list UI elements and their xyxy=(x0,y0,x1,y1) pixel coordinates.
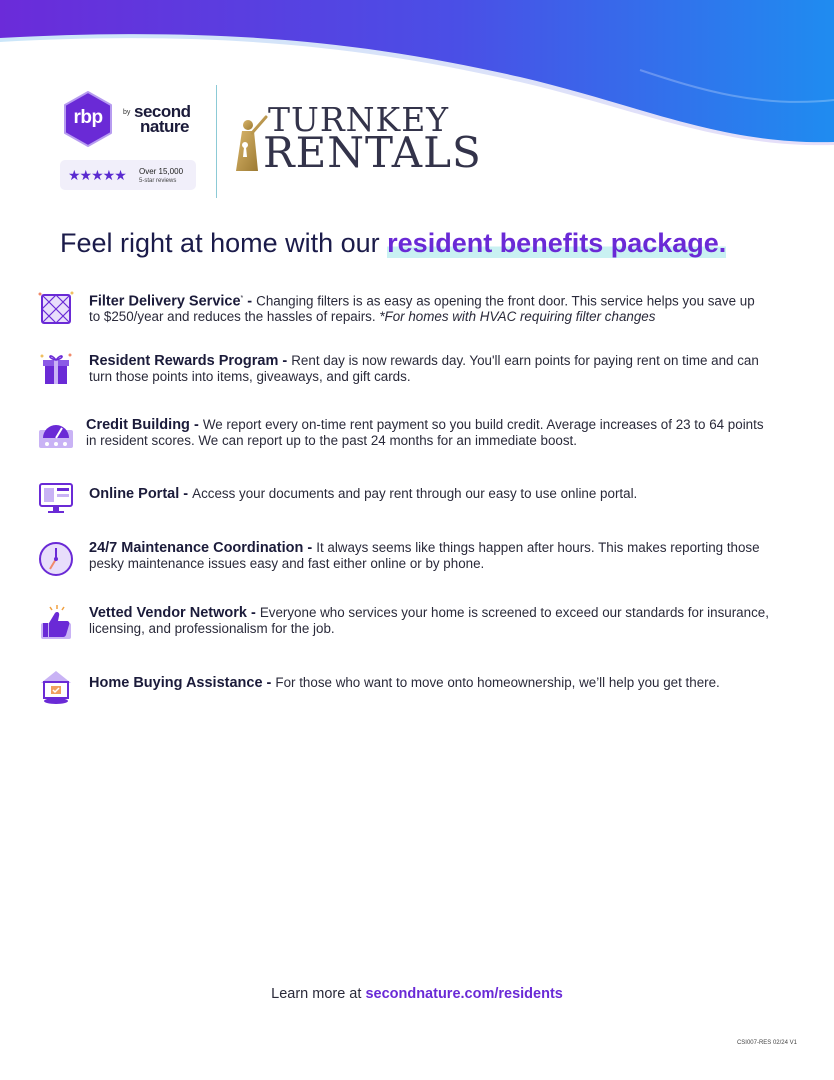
reviews-count: Over 15,000 xyxy=(139,167,184,176)
rentals-wordmark: RENTALS xyxy=(263,128,482,177)
second-nature-line2: nature xyxy=(140,117,189,136)
benefit-text: Credit Building - We report every on-time rent payment so you build credit. Average increases of 23 to 64 points in resident scores. We can report up to the past 24 months for an immediate boost. xyxy=(86,417,764,448)
benefit-note: *For homes with HVAC requiring filter changes xyxy=(379,309,656,325)
thumbs-up-icon xyxy=(37,603,75,641)
learn-more-prefix: Learn more at xyxy=(271,986,366,1002)
benefit-description: For those who want to move onto homeownership, we’ll help you get there. xyxy=(275,675,720,690)
benefit-description: Access your documents and pay rent through our easy to use online portal. xyxy=(192,486,638,501)
by-label: by xyxy=(123,109,131,116)
benefit-text: Home Buying Assistance - For those who want to move onto homeownership, we’ll help you get there. xyxy=(89,675,720,691)
turnkey-wordmark: TURNKEY xyxy=(268,100,450,139)
benefit-description: Rent day is now rewards day. You'll earn points for paying rent on time and can turn those points into items, giveaways, and gift cards. xyxy=(89,353,759,384)
document-code: CSI007-RES 02/24 V1 xyxy=(736,1040,797,1046)
header xyxy=(0,0,834,210)
rbp-logo-text: rbp xyxy=(73,107,103,128)
second-nature-logo xyxy=(134,104,191,134)
benefit-description: Everyone who services your home is screened to exceed our standards for insurance, licensing, and professionalism for the job. xyxy=(89,605,769,636)
gift-icon xyxy=(37,350,75,388)
benefit-title: Resident Rewards Program xyxy=(89,353,279,369)
house-icon xyxy=(37,667,75,705)
credit-gauge-icon xyxy=(37,416,75,454)
benefit-description: Changing filters is as easy as opening the front door. This service helps you save up to $250/year and reduces the hassles of repairs. xyxy=(89,293,755,325)
benefit-description: We report every on-time rent payment so you build credit. Average increases of 23 to 64 points in resident scores. We can report up to the past 24 months for an immediate boost. xyxy=(86,417,764,448)
benefit-title: Home Buying Assistance xyxy=(89,675,263,691)
benefit-title: Online Portal xyxy=(89,486,180,502)
five-star-icon: ★★★★★ xyxy=(68,167,126,183)
title-highlight: resident benefits package. xyxy=(387,228,727,258)
reviews-label: 5-star reviews xyxy=(139,178,177,184)
benefit-text: 24/7 Maintenance Coordination - It always seems like things happen after hours. This makes reporting those pesky maintenance issues easy and fast either online or by phone. xyxy=(89,540,760,571)
benefit-title: Filter Delivery Service xyxy=(89,293,241,310)
logo-divider xyxy=(216,85,217,198)
reviews-badge xyxy=(60,160,196,190)
benefit-text: Resident Rewards Program - Rent day is now rewards day. You'll earn points for paying rent on time and can turn those points into items, giveaways, and gift cards. xyxy=(89,353,759,384)
monitor-icon xyxy=(37,478,75,516)
title-prefix: Feel right at home with our xyxy=(60,228,388,258)
learn-more-link[interactable]: secondnature.com/residents xyxy=(365,986,563,1002)
filter-icon xyxy=(37,290,75,328)
benefit-title: Vetted Vendor Network xyxy=(89,605,247,621)
benefit-text: Filter Delivery Service* - Changing filters is as easy as opening the front door. This service helps you save up to $250/year and reduces the hassles of repairs. *For homes with HVAC requiring filter changes xyxy=(89,293,755,325)
benefit-description: It always seems like things happen after hours. This makes reporting those pesky maintenance issues easy and fast either online or by phone. xyxy=(89,540,760,571)
benefit-title-sup: * xyxy=(240,295,244,302)
benefit-title: Credit Building xyxy=(86,417,190,433)
second-nature-line1: second xyxy=(134,102,191,121)
benefit-text: Online Portal - Access your documents and pay rent through our easy to use online portal. xyxy=(89,486,638,502)
clock-icon xyxy=(37,540,75,578)
page-title xyxy=(60,228,726,259)
benefit-text: Vetted Vendor Network - Everyone who services your home is screened to exceed our standards for insurance, licensing, and professionalism for the job. xyxy=(89,605,769,636)
learn-more xyxy=(0,986,834,1002)
benefit-title: 24/7 Maintenance Coordination xyxy=(89,540,304,556)
